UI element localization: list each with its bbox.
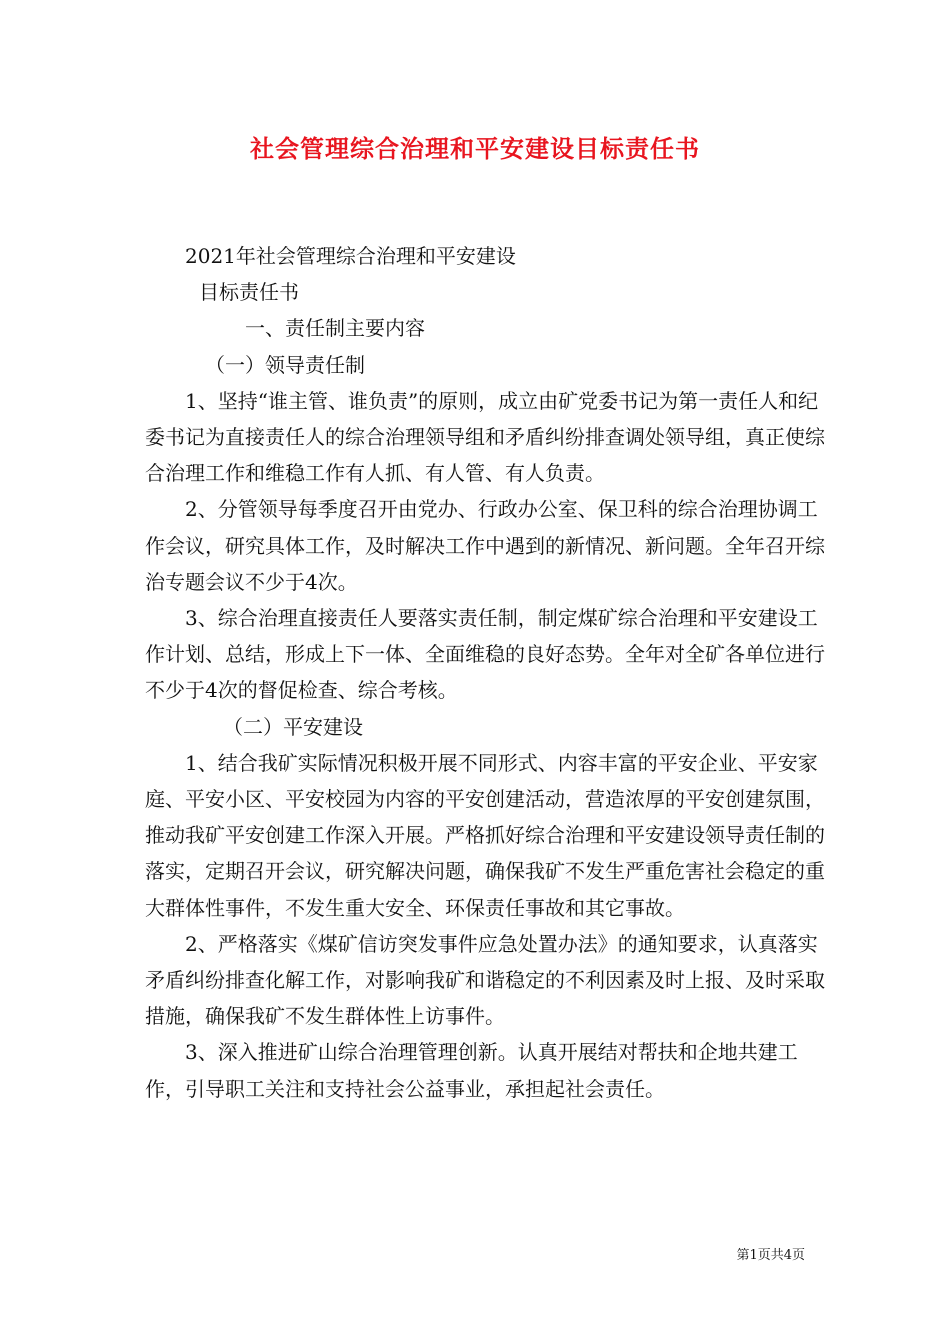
page-title: 社会管理综合治理和平安建设目标责任书 (250, 134, 700, 163)
section-heading: 一、责任制主要内容 (245, 316, 425, 341)
subtitle-line-2: 目标责任书 (199, 280, 299, 305)
document-body (145, 238, 825, 1107)
paragraph-leadership-2: 2、分管领导每季度召开由党办、行政办公室、保卫科的综合治理协调工作会议，研究具体工作，及时解决工作中遇到的新情况、新问题。全年召开综治专题会议不少于4次。 (145, 497, 825, 594)
paragraph-safety-3: 3、深入推进矿山综合治理管理创新。认真开展结对帮扶和企地共建工作，引导职工关注和支持社会公益事业，承担起社会责任。 (145, 1040, 798, 1101)
paragraph-leadership-1: 1、坚持“谁主管、谁负责”的原则，成立由矿党委书记为第一责任人和纪委书记为直接责任人的综合治理领导组和矛盾纠纷排查调处领导组，真正使综合治理工作和维稳工作有人抓、有人管、有人负责。 (145, 388, 825, 486)
page-number: 第1页共4页 (736, 1248, 805, 1263)
part-heading-leadership: （一）领导责任制 (205, 352, 365, 377)
part-heading-safety: （二）平安建设 (223, 714, 363, 739)
paragraph-safety-1: 1、结合我矿实际情况积极开展不同形式、内容丰富的平安企业、平安家庭、平安小区、平安校园为内容的平安创建活动，营造浓厚的平安创建氛围，推动我矿平安创建工作深入开展。严格抓好综合治理和平安建设领导责任制的落实，定期召开会议，研究解决问题，确保我矿不发生严重危害社会稳定的重大群体性事件，不发生重大安全、环保责任事故和其它事故。 (145, 750, 825, 920)
paragraph-leadership-3: 3、综合治理直接责任人要落实责任制，制定煤矿综合治理和平安建设工作计划、总结，形成上下一体、全面维稳的良好态势。全年对全矿各单位进行不少于4次的督促检查、综合考核。 (145, 606, 825, 703)
paragraph-safety-2: 2、严格落实《煤矿信访突发事件应急处置办法》的通知要求，认真落实矛盾纠纷排查化解工作，对影响我矿和谐稳定的不利因素及时上报、及时采取措施，确保我矿不发生群体性上访事件。 (145, 931, 825, 1029)
subtitle-line-1: 2021年社会管理综合治理和平安建设 (185, 244, 516, 268)
